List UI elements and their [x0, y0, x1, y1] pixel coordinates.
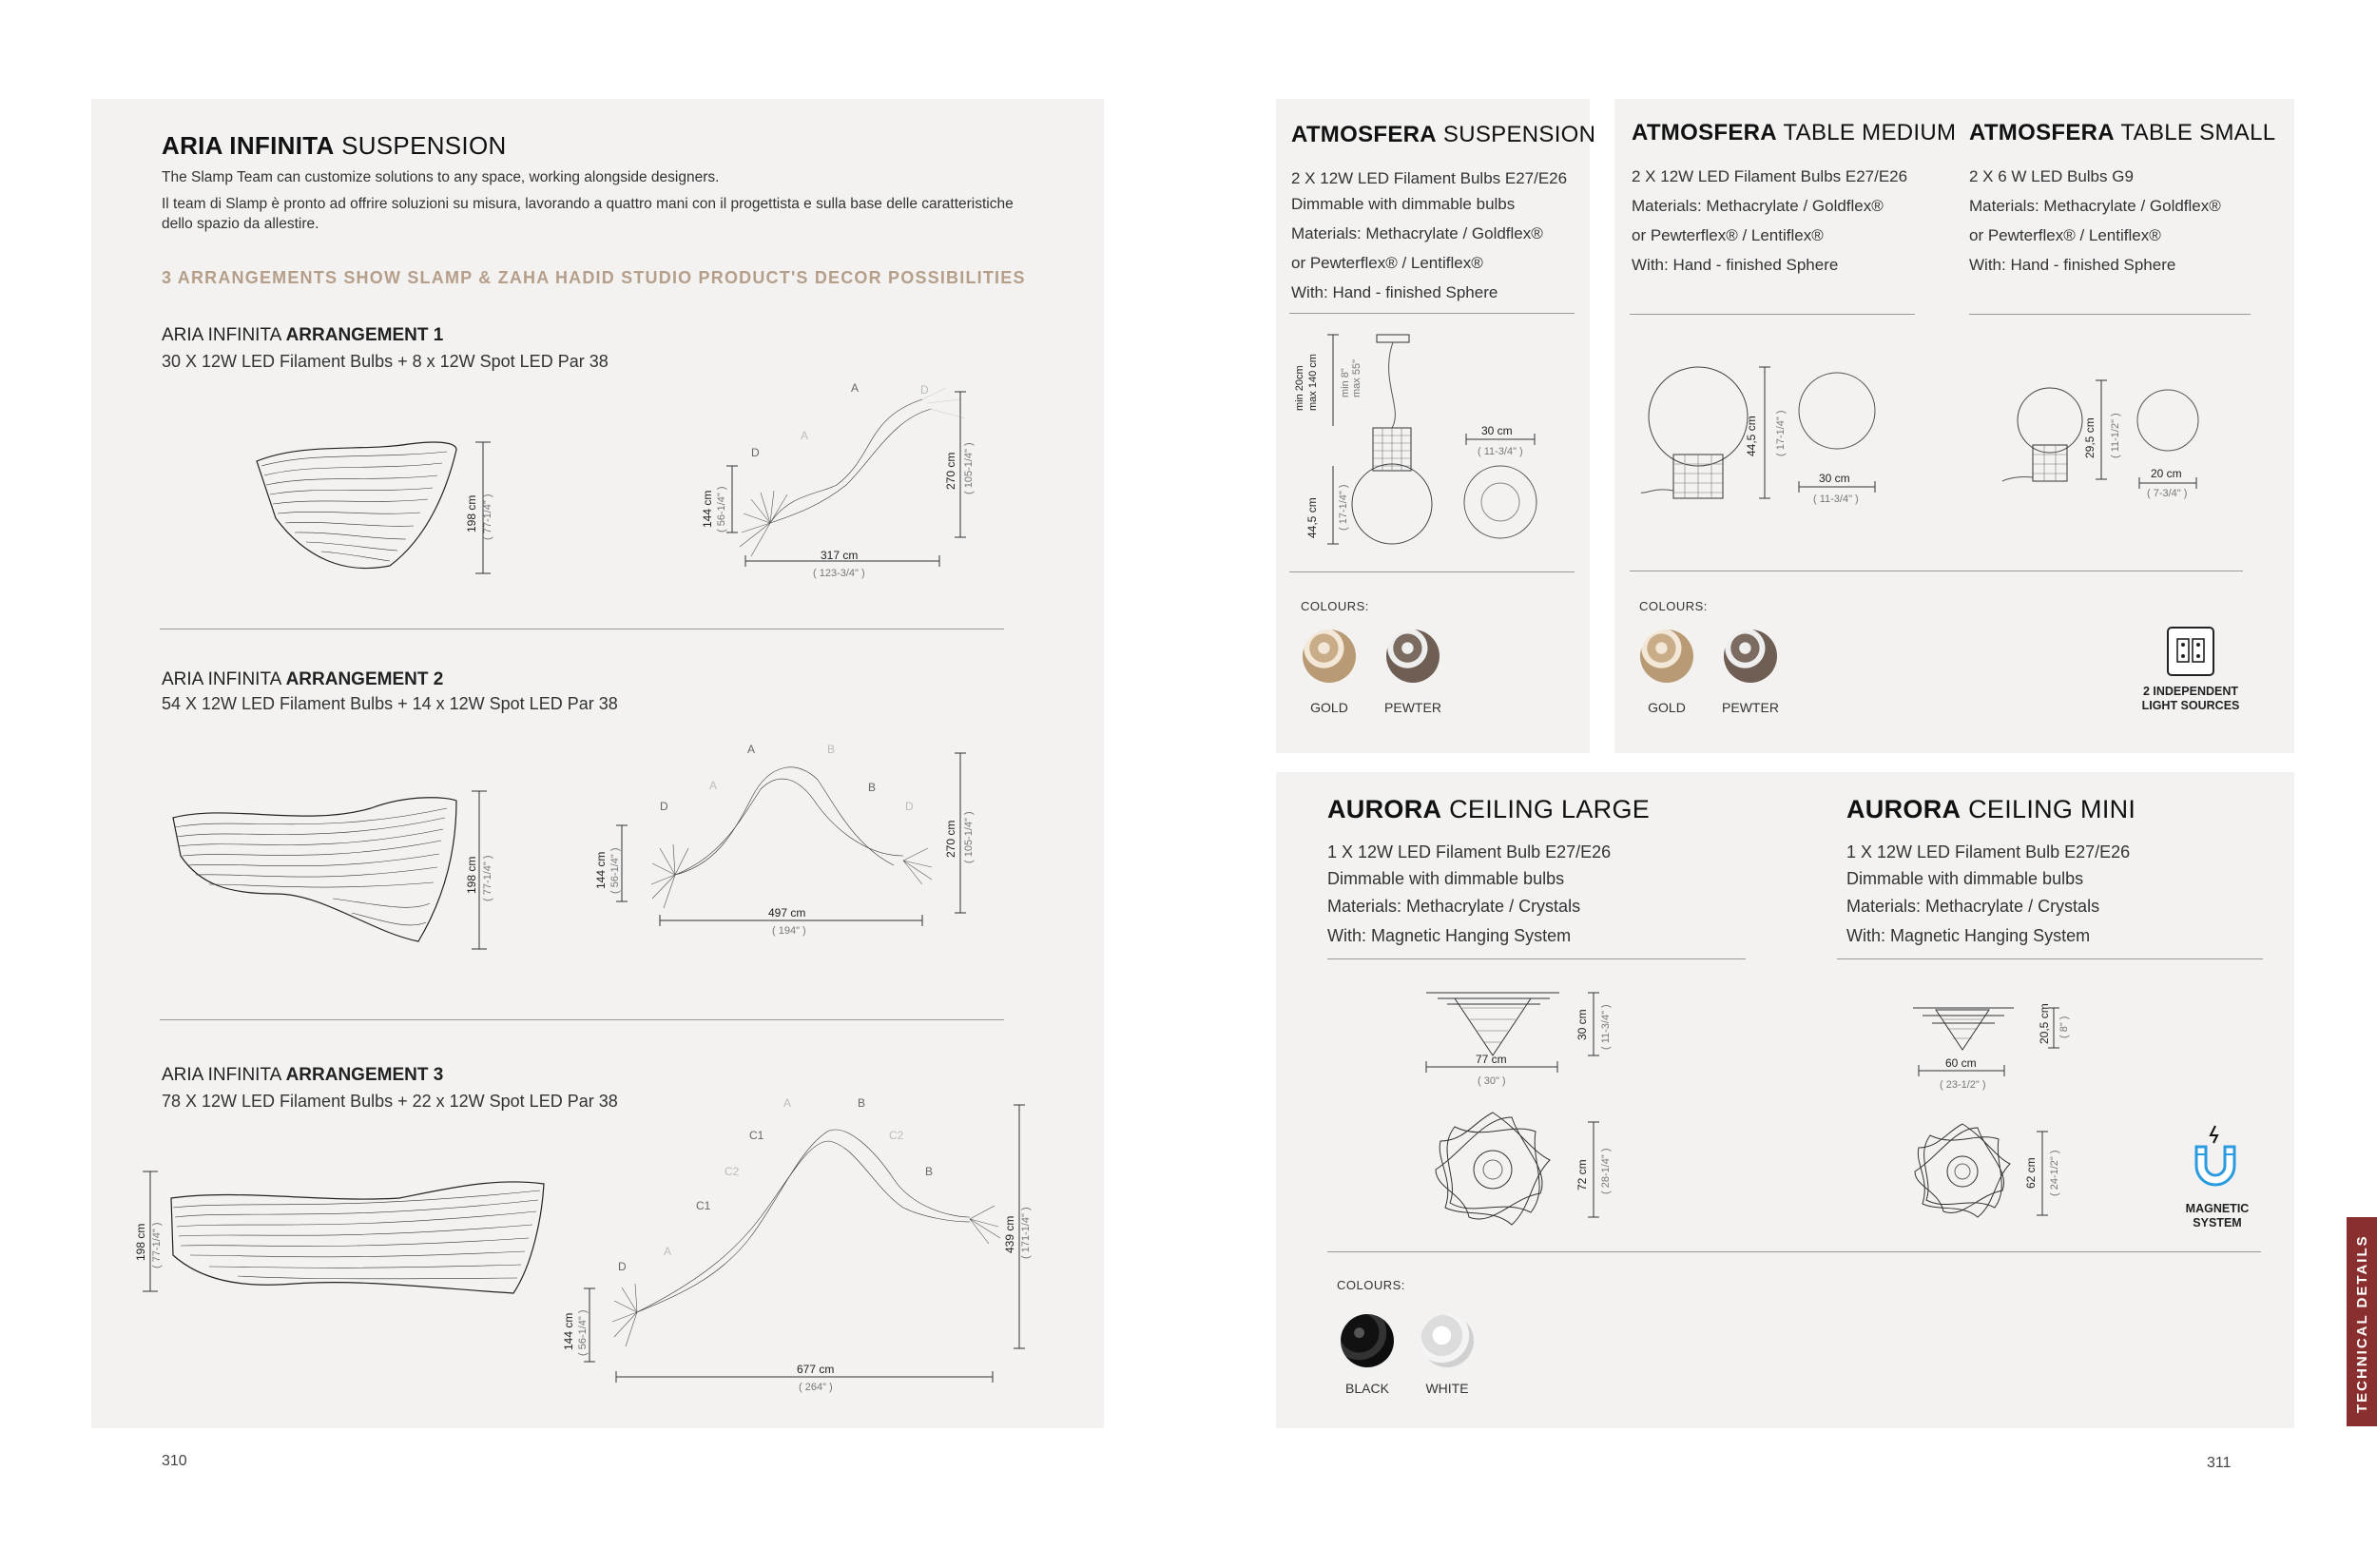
aurora-large-plan: 72 cm [1575, 1159, 1589, 1191]
aurora-mini-plan-in: ( 24-1/2" ) [2049, 1150, 2060, 1196]
intro-en: The Slamp Team can customize solutions to any space, working alongside designers. [162, 169, 720, 185]
atmosfera-table-small-diameter: 20 cm [2151, 467, 2182, 480]
atmosfera-table-colour-gold: GOLD [1648, 700, 1686, 715]
intro-it: Il team di Slamp è pronto ad offrire soluzioni su misura, lavorando a quattro mani con il progettista e sulla base delle caratteristiche dello spazio da allestire. [162, 196, 1014, 232]
arrangement-3-total-h-in: ( 171-1/4" ) [1020, 1207, 1032, 1259]
aurora-mini-spec-1: 1 X 12W LED Filament Bulb E27/E26 [1846, 842, 2131, 861]
arr2-letter-a: A [747, 743, 756, 756]
arrangement-divider-2 [160, 1019, 1004, 1020]
aurora-large-height: 30 cm [1575, 1009, 1589, 1040]
aurora-mini-plan: 62 cm [2024, 1157, 2038, 1189]
atmosfera-table-small-diameter-in: ( 7-3/4" ) [2147, 488, 2188, 499]
arrangement-3-title: ARIA INFINITA ARRANGEMENT 3 [162, 1065, 444, 1085]
aurora-large-spec-1: 1 X 12W LED Filament Bulb E27/E26 [1327, 842, 1612, 861]
aurora-mini-specs [1846, 839, 2130, 951]
arrangement-3-total-h: 439 cm [1003, 1215, 1016, 1253]
atmosfera-suspension-spec-2: Dimmable with dimmable bulbs [1291, 195, 1516, 213]
aurora-colours-label: COLOURS: [1337, 1278, 1405, 1292]
aurora-mini-width-in: ( 23-1/2" ) [1940, 1079, 1986, 1091]
arrangement-3-side-h-in: ( 77-1/4" ) [151, 1222, 163, 1268]
arrangement-3-plan-h: 144 cm [562, 1312, 575, 1350]
page-number-right: 311 [2207, 1455, 2232, 1471]
atmosfera-suspension-title: ATMOSFERA SUSPENSION [1291, 122, 1596, 147]
arrangement-1-width: 317 cm [821, 549, 859, 562]
arr1-letter-a2: A [801, 429, 809, 442]
aurora-large-width: 77 cm [1476, 1053, 1507, 1066]
arrangement-2-side-dim [462, 837, 500, 913]
atmosfera-table-small-spec-1: 2 X 6 W LED Bulbs G9 [1969, 167, 2134, 185]
arrangement-3-plan-h-in: ( 56-1/4" ) [577, 1309, 589, 1356]
atmosfera-table-swatch-gold[interactable] [1640, 629, 1693, 683]
atmosfera-suspension-cable-max: max 140 cm [1307, 354, 1319, 411]
magnet-icon [2189, 1124, 2242, 1187]
arr3-letter-c2: C2 [889, 1129, 904, 1142]
aurora-large-spec-2: Dimmable with dimmable bulbs [1327, 869, 1565, 888]
arr2-letter-a2: A [709, 779, 718, 792]
technical-details-tab[interactable] [2347, 1217, 2377, 1426]
aurora-large-height-in: ( 11-3/4" ) [1600, 1004, 1612, 1050]
aurora-mini-title: AURORA CEILING MINI [1846, 795, 2136, 823]
atmosfera-table-medium-height: 44,5 cm [1745, 416, 1758, 456]
atmosfera-table-medium-height-in: ( 17-1/4" ) [1775, 410, 1787, 456]
arr3-letter-c1: C1 [749, 1129, 764, 1142]
aurora-large-spec-3: Materials: Methacrylate / Crystals [1327, 897, 1581, 916]
atmosfera-suspension-height-in: ( 17-1/4" ) [1338, 484, 1349, 531]
atmosfera-suspension-swatch-pewter[interactable] [1386, 629, 1440, 683]
aurora-swatch-white[interactable] [1420, 1314, 1474, 1367]
arrangement-3-width-in: ( 264" ) [799, 1382, 833, 1393]
arrangement-3-bulbs: 78 X 12W LED Filament Bulbs + 22 x 12W Spot LED Par 38 [162, 1092, 618, 1111]
arrangement-3-width: 677 cm [797, 1363, 835, 1376]
arrangement-3-side-dim [131, 1189, 169, 1274]
arrangement-2-plan-h-in: ( 56-1/4" ) [609, 847, 621, 894]
aurora-rule-2 [1327, 1251, 2261, 1252]
aurora-mini-height: 20,5 cm [2038, 1003, 2051, 1044]
aurora-large-rule [1327, 958, 1746, 959]
atmosfera-table-small-rule [1969, 314, 2251, 315]
arrangement-2-side-drawing [162, 780, 504, 960]
atmosfera-suspension-cable-max-in: max 55" [1351, 359, 1362, 397]
light-sources-label: 2 INDEPENDENT LIGHT SOURCES [2141, 685, 2240, 712]
atmosfera-suspension-swatch-gold[interactable] [1303, 629, 1356, 683]
atmosfera-table-medium-spec-4: With: Hand - finished Sphere [1632, 256, 1839, 274]
aurora-mini-drawing [1902, 998, 2092, 1255]
aurora-mini-width: 60 cm [1945, 1056, 1977, 1070]
arrangement-2-width-in: ( 194" ) [772, 925, 806, 937]
page-number-left: 310 [162, 1453, 187, 1469]
arrangement-1-total-h: 270 cm [944, 452, 957, 490]
atmosfera-suspension-spec-4: or Pewterflex® / Lentiflex® [1291, 254, 1483, 272]
arr1-letter-d2: D [920, 383, 929, 397]
arrangement-2-plan-h: 144 cm [594, 851, 608, 889]
magnetic-system-label: MAGNETIC SYSTEM [2185, 1202, 2250, 1229]
arrangement-2-total-h-in: ( 105-1/4" ) [963, 811, 975, 863]
arrangement-1-title: ARIA INFINITA ARRANGEMENT 1 [162, 325, 444, 345]
atmosfera-table-colours-label: COLOURS: [1639, 599, 1708, 613]
atmosfera-table-medium-rule [1630, 314, 1915, 315]
aurora-colour-white: WHITE [1425, 1381, 1469, 1396]
arr2-letter-d2: D [905, 800, 914, 813]
aurora-large-width-in: ( 30" ) [1478, 1075, 1506, 1087]
arr3-letter-b2: B [925, 1165, 934, 1178]
aurora-mini-height-in: ( 8" ) [2058, 1016, 2070, 1038]
aurora-large-spec-4: With: Magnetic Hanging System [1327, 926, 1572, 945]
arr3-letter-b: B [858, 1096, 866, 1110]
atmosfera-table-medium-title: ATMOSFERA TABLE MEDIUM [1632, 120, 1957, 145]
atmosfera-suspension-spec-1: 2 X 12W LED Filament Bulbs E27/E26 [1291, 169, 1568, 187]
atmosfera-suspension-spec-5: With: Hand - finished Sphere [1291, 283, 1498, 301]
arrangement-2-side-h-in: ( 77-1/4" ) [482, 855, 493, 901]
atmosfera-suspension-diameter-in: ( 11-3/4" ) [1478, 446, 1523, 457]
arrangement-1-width-in: ( 123-3/4" ) [813, 568, 865, 579]
atmosfera-suspension-colours-label: COLOURS: [1301, 599, 1369, 613]
arr2-letter-b2: B [827, 743, 836, 756]
arr3-letter-a3: A [664, 1245, 672, 1258]
aurora-large-drawing [1417, 979, 1645, 1255]
arrangement-3-side-drawing [133, 1160, 551, 1303]
atmosfera-suspension-rule-1 [1289, 313, 1575, 314]
atmosfera-table-medium-specs [1632, 162, 1907, 280]
arrangement-2-width: 497 cm [768, 906, 806, 920]
aurora-mini-spec-4: With: Magnetic Hanging System [1846, 926, 2091, 945]
atmosfera-table-small-height-in: ( 11-1/2" ) [2110, 413, 2121, 458]
arr2-letter-d: D [660, 800, 668, 813]
arr3-letter-c1b: C1 [696, 1199, 711, 1212]
arrangement-1-plan-h: 144 cm [701, 490, 714, 528]
atmosfera-suspension-cable-min-in: min 8" [1340, 368, 1351, 397]
aurora-mini-spec-2: Dimmable with dimmable bulbs [1846, 869, 2084, 888]
atmosfera-table-small-spec-4: With: Hand - finished Sphere [1969, 256, 2176, 274]
atmosfera-table-small-spec-3: or Pewterflex® / Lentiflex® [1969, 226, 2161, 244]
aurora-large-plan-in: ( 28-1/4" ) [1600, 1148, 1612, 1194]
arrangement-2-total-h: 270 cm [944, 820, 957, 858]
atmosfera-suspension-diameter: 30 cm [1481, 424, 1513, 437]
arrangement-2-bulbs: 54 X 12W LED Filament Bulbs + 14 x 12W Spot LED Par 38 [162, 694, 618, 713]
arrangement-1-total-h-in: ( 105-1/4" ) [963, 442, 975, 494]
atmosfera-table-small-drawing [1995, 371, 2223, 513]
atmosfera-suspension-height: 44,5 cm [1305, 497, 1319, 538]
technical-details-tab-label: TECHNICAL DETAILS [2354, 1234, 2370, 1413]
arr3-letter-d: D [618, 1260, 627, 1273]
arrangement-1-dims [694, 380, 979, 590]
arrangement-1-side-h: 198 cm [465, 494, 478, 532]
atmosfera-suspension-cable-min: min 20cm [1294, 365, 1305, 411]
atmosfera-table-medium-spec-3: or Pewterflex® / Lentiflex® [1632, 226, 1824, 244]
arr3-letter-a2: A [783, 1096, 792, 1110]
atmosfera-table-medium-drawing [1635, 361, 1883, 513]
light-sources-icon [2166, 626, 2215, 677]
arrangement-2-title: ARIA INFINITA ARRANGEMENT 2 [162, 669, 444, 689]
arr1-letter-d: D [751, 446, 760, 459]
arrangement-1-plan-h-in: ( 56-1/4" ) [716, 486, 727, 532]
arrangement-1-side-dim [462, 475, 500, 552]
arrangements-subheading: 3 ARRANGEMENTS SHOW SLAMP & ZAHA HADID STUDIO PRODUCT'S DECOR POSSIBILITIES [162, 268, 1026, 287]
aurora-mini-rule [1837, 958, 2263, 959]
atmosfera-table-medium-diameter-in: ( 11-3/4" ) [1813, 494, 1859, 505]
atmosfera-suspension-drawing [1289, 323, 1584, 561]
aurora-swatch-black[interactable] [1341, 1314, 1394, 1367]
arr3-letter-c2b: C2 [725, 1165, 740, 1178]
atmosfera-suspension-rule-2 [1289, 571, 1575, 572]
atmosfera-suspension-specs [1291, 164, 1567, 307]
atmosfera-suspension-colour-gold: GOLD [1310, 700, 1348, 715]
atmosfera-table-small-title: ATMOSFERA TABLE SMALL [1969, 120, 2276, 145]
arr2-letter-b: B [868, 781, 877, 794]
aria-title: ARIA INFINITA SUSPENSION [162, 131, 507, 160]
arrangement-3-dims [551, 1094, 1055, 1398]
arrangement-1-side-h-in: ( 77-1/4" ) [482, 494, 493, 540]
atmosfera-table-colour-pewter: PEWTER [1722, 700, 1779, 715]
arr1-letter-a: A [851, 381, 860, 395]
arrangement-2-side-h: 198 cm [465, 856, 478, 894]
aurora-mini-spec-3: Materials: Methacrylate / Crystals [1846, 897, 2100, 916]
atmosfera-table-small-specs [1969, 162, 2221, 280]
atmosfera-suspension-colour-pewter: PEWTER [1384, 700, 1441, 715]
arrangement-1-bulbs: 30 X 12W LED Filament Bulbs + 8 x 12W Spot LED Par 38 [162, 352, 609, 371]
atmosfera-table-medium-diameter: 30 cm [1819, 472, 1850, 485]
atmosfera-suspension-spec-3: Materials: Methacrylate / Goldflex® [1291, 224, 1543, 242]
atmosfera-table-swatch-pewter[interactable] [1724, 629, 1777, 683]
aurora-colour-black: BLACK [1345, 1381, 1389, 1396]
arrangement-2-dims [594, 742, 998, 951]
atmosfera-table-medium-spec-2: Materials: Methacrylate / Goldflex® [1632, 197, 1884, 215]
aurora-large-title: AURORA CEILING LARGE [1327, 795, 1651, 823]
atmosfera-table-small-spec-2: Materials: Methacrylate / Goldflex® [1969, 197, 2221, 215]
atmosfera-table-medium-spec-1: 2 X 12W LED Filament Bulbs E27/E26 [1632, 167, 1908, 185]
aurora-large-specs [1327, 839, 1611, 951]
arrangement-3-side-h: 198 cm [134, 1223, 147, 1261]
atmosfera-table-small-height: 29,5 cm [2083, 417, 2097, 458]
